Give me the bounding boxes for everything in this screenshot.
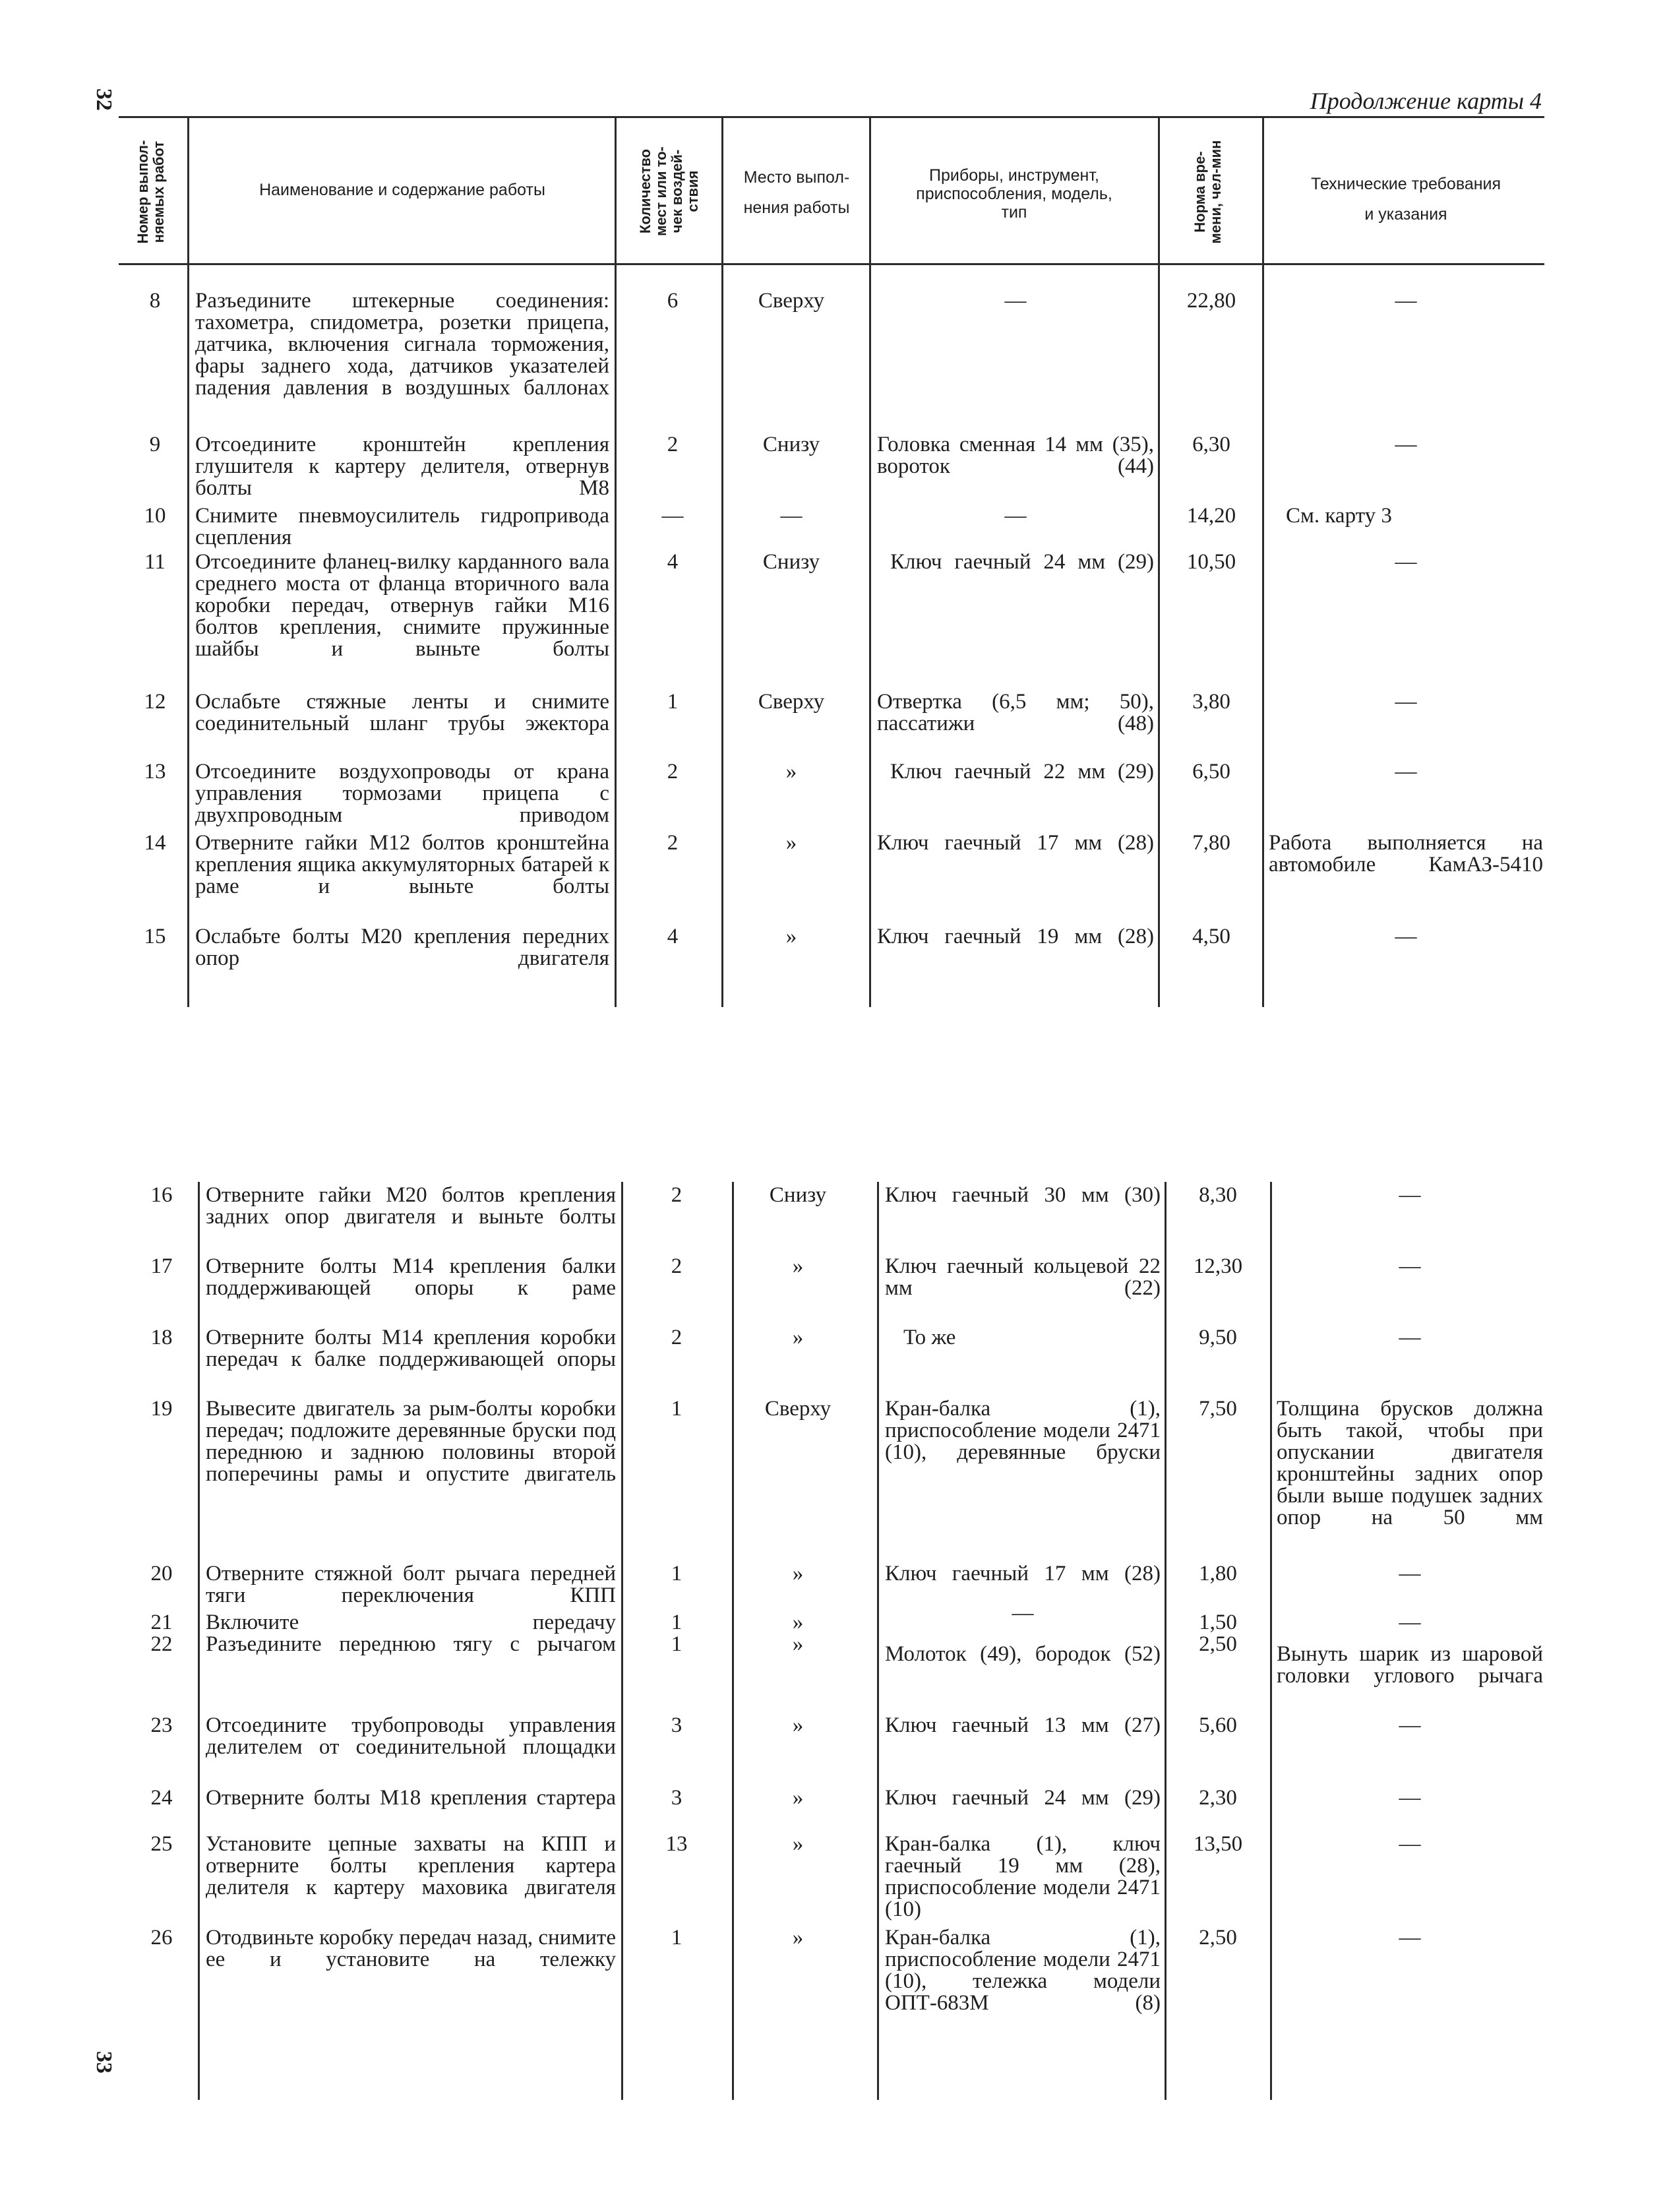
row-16-norm: 8,30 <box>1199 1183 1237 1207</box>
row-15-quantity: 4 <box>667 925 679 948</box>
row-24-place: » <box>792 1786 804 1810</box>
lower-col-line-4 <box>877 1182 879 2100</box>
row-19-description: Вывесите двигатель за рым-болты коробки передач; подложите деревянные бруски под переднюю и заднюю половины второй поперечины рамы и опустите двигатель <box>206 1397 616 1486</box>
upper-col-line-6 <box>1262 265 1264 1007</box>
header-col-sep-6 <box>1262 116 1264 265</box>
lower-col-line-6 <box>1270 1182 1272 2100</box>
header-num: Номер выпол- няемых работ <box>135 140 167 244</box>
page-number-top: 32 <box>92 88 116 111</box>
row-10-description: Снимите пневмоусилитель гидропривода сцепления <box>195 504 609 549</box>
header-qty: Количество мест или то- чек воздей- ствия <box>637 146 701 236</box>
row-13-tools: Ключ гаечный 22 мм (29) <box>890 760 1154 783</box>
row-26-number: 26 <box>150 1926 173 1950</box>
row-8-tools: — <box>1004 289 1027 313</box>
row-18-quantity: 2 <box>671 1326 682 1349</box>
lower-col-line-2 <box>621 1182 623 2100</box>
row-15-place: » <box>785 925 797 948</box>
row-23-number: 23 <box>150 1713 173 1737</box>
row-18-norm: 9,50 <box>1199 1326 1237 1349</box>
row-10-tools: — <box>1004 504 1027 528</box>
row-19-tools: Кран-балка (1), приспособление модели 2471 (10), деревянные бруски <box>885 1397 1161 1464</box>
row-22-quantity: 1 <box>671 1632 682 1656</box>
row-26-quantity: 1 <box>671 1926 682 1950</box>
row-10-number: 10 <box>144 504 166 528</box>
row-25-description: Установите цепные захваты на КПП и отверните болты крепления картера делителя к картеру маховика двигателя <box>206 1832 616 1899</box>
row-18-tools: То же <box>903 1326 956 1349</box>
row-15-norm: 4,50 <box>1192 925 1230 948</box>
row-13-quantity: 2 <box>667 760 679 783</box>
header-tools: Приборы, инструмент, приспособления, модель, тип <box>916 166 1112 222</box>
row-19-number: 19 <box>150 1397 173 1421</box>
row-16-place: Снизу <box>769 1183 827 1207</box>
row-13-description: Отсоедините воздухопроводы от крана управления тормозами прицепа с двухпроводным приводом <box>195 760 609 827</box>
row-20-requirements: — <box>1399 1562 1421 1585</box>
row-11-requirements: — <box>1395 550 1417 574</box>
row-8-norm: 22,80 <box>1186 289 1236 313</box>
row-23-requirements: — <box>1399 1713 1421 1737</box>
row-17-description: Отверните болты М14 крепления балки поддерживающей опоры к раме <box>206 1254 616 1300</box>
continuation-title: Продолжение карты 4 <box>1310 88 1542 114</box>
row-14-tools: Ключ гаечный 17 мм (28) <box>877 831 1154 855</box>
header-req: Технические требования и указания <box>1310 175 1501 224</box>
row-13-place: » <box>785 760 797 783</box>
header-col-sep-4 <box>869 116 871 265</box>
row-24-requirements: — <box>1399 1786 1421 1810</box>
row-16-requirements: — <box>1399 1183 1421 1207</box>
row-21-requirements: — <box>1399 1611 1421 1634</box>
row-8-number: 8 <box>149 289 161 313</box>
row-13-number: 13 <box>144 760 166 783</box>
row-11-description: Отсоедините фланец-вилку карданного вала среднего моста от фланца вторичного вала коробки передач, отвернув гайки М16 болтов крепления, снимите пружинные шайбы и выньте болты <box>195 550 609 661</box>
lower-col-line-1 <box>198 1182 200 2100</box>
row-22-norm: 2,50 <box>1199 1632 1237 1656</box>
row-25-number: 25 <box>150 1832 173 1856</box>
row-9-place: Снизу <box>762 433 820 456</box>
row-16-number: 16 <box>150 1183 173 1207</box>
row-8-place: Сверху <box>758 289 825 313</box>
row-16-quantity: 2 <box>671 1183 682 1207</box>
row-23-norm: 5,60 <box>1199 1713 1237 1737</box>
row-14-norm: 7,80 <box>1192 831 1230 855</box>
row-23-tools: Ключ гаечный 13 мм (27) <box>885 1713 1161 1737</box>
upper-col-line-1 <box>187 265 189 1007</box>
row-25-place: » <box>792 1832 804 1856</box>
row-11-norm: 10,50 <box>1186 550 1236 574</box>
header-top-rule <box>119 116 1544 118</box>
row-8-quantity: 6 <box>667 289 679 313</box>
row-18-number: 18 <box>150 1326 173 1349</box>
row-15-description: Ослабьте болты М20 крепления передних опор двигателя <box>195 925 609 970</box>
row-25-norm: 13,50 <box>1193 1832 1243 1856</box>
row-26-norm: 2,50 <box>1199 1926 1237 1950</box>
lower-col-line-5 <box>1165 1182 1167 2100</box>
row-12-requirements: — <box>1395 690 1417 714</box>
row-24-description: Отверните болты М18 крепления стартера <box>206 1786 616 1810</box>
row-12-norm: 3,80 <box>1192 690 1230 714</box>
row-17-tools: Ключ гаечный кольцевой 22 мм (22) <box>885 1254 1161 1300</box>
row-26-place: » <box>792 1926 804 1950</box>
row-15-number: 15 <box>144 925 166 948</box>
row-18-place: » <box>792 1326 804 1349</box>
row-12-quantity: 1 <box>667 690 679 714</box>
row-14-requirements: Работа выполняется на автомобиле КамАЗ-5410 <box>1269 831 1543 876</box>
row-23-quantity: 3 <box>671 1713 682 1737</box>
row-8-requirements: — <box>1395 289 1417 313</box>
row-26-description: Отодвиньте коробку передач назад, снимите ее и установите на тележку <box>206 1926 616 1971</box>
row-21-number: 21 <box>150 1611 173 1634</box>
row-14-quantity: 2 <box>667 831 679 855</box>
row-20-place: » <box>792 1562 804 1585</box>
row-18-description: Отверните болты М14 крепления коробки передач к балке поддерживающей опоры <box>206 1326 616 1371</box>
header-name: Наименование и содержание работы <box>259 181 545 199</box>
row-9-tools: Головка сменная 14 мм (35), вороток (44) <box>877 433 1154 478</box>
row-8-description: Разъедините штекерные соединения: тахометра, спидометра, розетки прицепа, датчика, включения сигнала торможения, фары заднего хода, датчиков указателей падения давления в воздушных баллонах <box>195 289 609 400</box>
row-20-quantity: 1 <box>671 1562 682 1585</box>
header-col-sep-5 <box>1158 116 1160 265</box>
row-26-requirements: — <box>1399 1926 1421 1950</box>
row-24-tools: Ключ гаечный 24 мм (29) <box>885 1786 1161 1810</box>
header-col-sep-2 <box>615 116 617 265</box>
row-11-quantity: 4 <box>667 550 679 574</box>
row-13-requirements: — <box>1395 760 1417 783</box>
row-9-norm: 6,30 <box>1192 433 1230 456</box>
row-25-requirements: — <box>1399 1832 1421 1856</box>
row-10-place: — <box>780 504 803 528</box>
row-11-number: 11 <box>144 550 166 574</box>
row-15-tools: Ключ гаечный 19 мм (28) <box>877 925 1154 948</box>
row-13-norm: 6,50 <box>1192 760 1230 783</box>
row-17-requirements: — <box>1399 1254 1421 1278</box>
row-16-tools: Ключ гаечный 30 мм (30) <box>885 1183 1161 1207</box>
row-12-place: Сверху <box>758 690 825 714</box>
row-16-description: Отверните гайки М20 болтов крепления задних опор двигателя и выньте болты <box>206 1183 616 1229</box>
row-17-quantity: 2 <box>671 1254 682 1278</box>
row-25-quantity: 13 <box>665 1832 688 1856</box>
row-17-place: » <box>792 1254 804 1278</box>
page-number-bottom: 33 <box>92 2051 116 2074</box>
row-11-tools: Ключ гаечный 24 мм (29) <box>890 550 1154 574</box>
row-9-description: Отсоедините кронштейн крепления глушителя к картеру делителя, отвернув болты М8 <box>195 433 609 500</box>
row-22-number: 22 <box>150 1632 173 1656</box>
row-12-description: Ослабьте стяжные ленты и снимите соединительный шланг трубы эжектора <box>195 690 609 735</box>
row-26-tools: Кран-балка (1), приспособление модели 2471 (10), тележка модели ОПТ-683М (8) <box>885 1926 1161 2015</box>
row-23-description: Отсоедините трубопроводы управления делителем от соединительной площадки <box>206 1713 616 1759</box>
row-21-tools: — <box>1012 1601 1034 1625</box>
row-25-tools: Кран-балка (1), ключ гаечный 19 мм (28), приспособление модели 2471 (10) <box>885 1832 1161 1921</box>
row-9-requirements: — <box>1395 433 1417 456</box>
row-14-place: » <box>785 831 797 855</box>
row-22-tools: Молоток (49), бородок (52) <box>885 1642 1161 1666</box>
row-19-place: Сверху <box>764 1397 832 1421</box>
row-14-description: Отверните гайки М12 болтов кронштейна крепления ящика аккумуляторных батарей к раме и выньте болты <box>195 831 609 898</box>
row-22-description: Разъедините переднюю тягу с рычагом <box>206 1632 616 1656</box>
row-17-norm: 12,30 <box>1193 1254 1243 1278</box>
row-10-norm: 14,20 <box>1186 504 1236 528</box>
upper-col-line-3 <box>721 265 723 1007</box>
row-23-place: » <box>792 1713 804 1737</box>
row-24-norm: 2,30 <box>1199 1786 1237 1810</box>
header-col-sep-3 <box>721 116 723 265</box>
row-21-norm: 1,50 <box>1199 1611 1237 1634</box>
row-10-requirements: См. карту 3 <box>1286 504 1392 528</box>
row-24-quantity: 3 <box>671 1786 682 1810</box>
header-bottom-rule <box>119 263 1544 265</box>
row-19-norm: 7,50 <box>1199 1397 1237 1421</box>
row-22-place: » <box>792 1632 804 1656</box>
row-21-place: » <box>792 1611 804 1634</box>
row-19-requirements: Толщина брусков должна быть такой, чтобы при опускании двигателя кронштейны задних опор были выше подушек задних опор на 50 мм <box>1277 1397 1543 1529</box>
row-20-norm: 1,80 <box>1199 1562 1237 1585</box>
header-norm: Норма вре- мени, чел-мин <box>1192 140 1224 244</box>
row-12-tools: Отвертка (6,5 мм; 50), пассатижи (48) <box>877 690 1154 735</box>
row-21-quantity: 1 <box>671 1611 682 1634</box>
upper-col-line-5 <box>1158 265 1160 1007</box>
header-place: Место выпол- нения работы <box>743 168 850 217</box>
header-col-sep-1 <box>187 116 189 265</box>
row-24-number: 24 <box>150 1786 173 1810</box>
row-20-number: 20 <box>150 1562 173 1585</box>
row-21-description: Включите передачу <box>206 1611 616 1634</box>
row-18-requirements: — <box>1399 1326 1421 1349</box>
row-17-number: 17 <box>150 1254 173 1278</box>
row-20-tools: Ключ гаечный 17 мм (28) <box>885 1562 1161 1585</box>
row-22-requirements: Вынуть шарик из шаровой головки углового рычага <box>1277 1642 1543 1688</box>
row-12-number: 12 <box>144 690 166 714</box>
row-15-requirements: — <box>1395 925 1417 948</box>
row-9-quantity: 2 <box>667 433 679 456</box>
row-14-number: 14 <box>144 831 166 855</box>
row-20-description: Отверните стяжной болт рычага передней тяги переключения КПП <box>206 1562 616 1607</box>
upper-col-line-2 <box>615 265 617 1007</box>
upper-col-line-4 <box>869 265 871 1007</box>
row-11-place: Снизу <box>762 550 820 574</box>
row-19-quantity: 1 <box>671 1397 682 1421</box>
row-10-quantity: — <box>661 504 684 528</box>
row-9-number: 9 <box>149 433 161 456</box>
